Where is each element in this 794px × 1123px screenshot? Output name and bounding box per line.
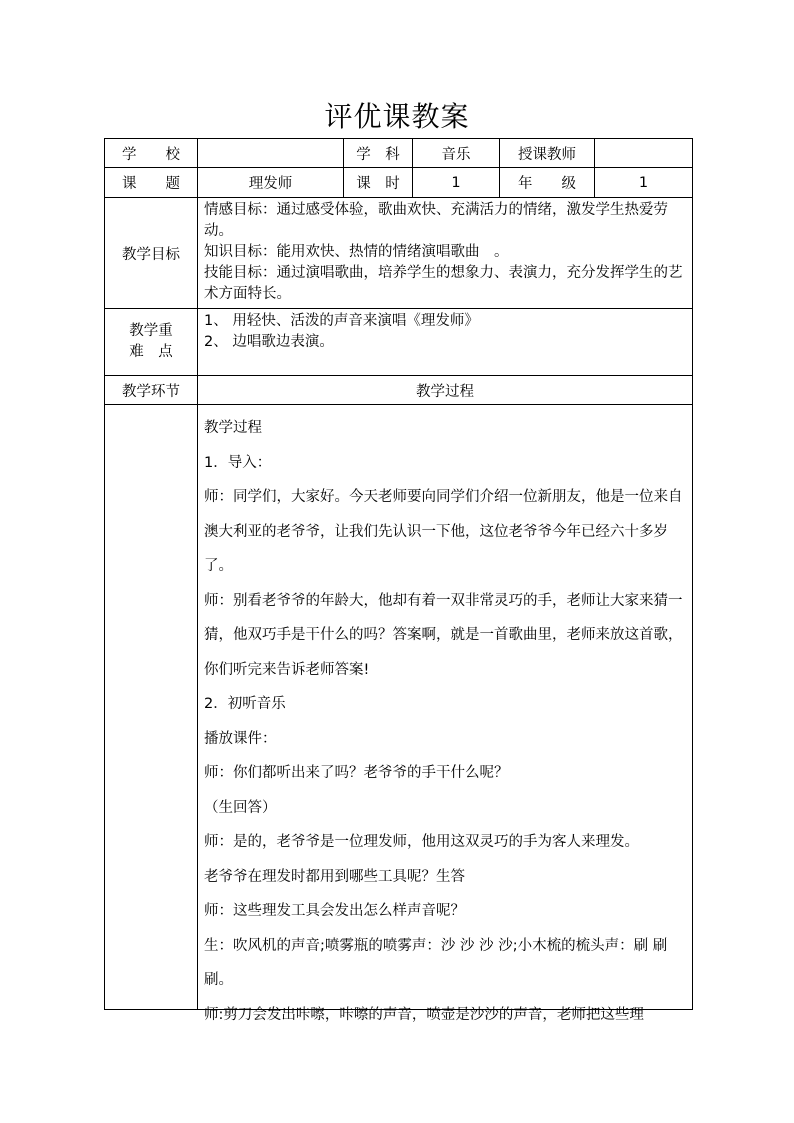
teacher-value: [595, 139, 693, 168]
lesson-plan-table: [104, 138, 693, 1023]
key-points-content: [198, 309, 693, 376]
row-key-points: [105, 309, 693, 376]
row-goals: [105, 198, 693, 309]
process-paragraph: 老爷爷在理发时都用到哪些工具呢？生答: [204, 868, 465, 885]
process-paragraph: 播放课件：: [204, 730, 277, 747]
grade-value: 1: [595, 168, 693, 198]
topic-value: 理发师: [198, 168, 344, 198]
subject-value: 音乐: [413, 139, 500, 168]
school-label: 学 校: [105, 139, 198, 168]
teacher-label: 授课教师: [500, 139, 595, 168]
process-paragraph: 师：同学们，大家好。今天老师要向同学们介绍一位新朋友，他是一位来自澳大利亚的老爷爷，让我们先认识一下他，这位老爷爷今年已经六十多岁了。: [204, 489, 683, 574]
row-school: [105, 139, 693, 168]
key-points-label: [105, 309, 198, 376]
process-paragraph: 生：吹风机的声音;喷雾瓶的喷雾声：沙 沙 沙 沙;小木梳的梳头声：刷 刷刷。: [204, 937, 668, 988]
period-label: 课 时: [344, 168, 413, 198]
process-paragraph: 师:剪刀会发出咔嚓，咔嚓的声音，喷壶是沙沙的声音，老师把这些理: [204, 1006, 644, 1023]
process-content: [198, 405, 693, 1023]
key-points-label-line2: 难 点: [129, 344, 173, 360]
school-value: [198, 139, 344, 168]
key-point-1: 1、 用轻快、活泼的声音来演唱《理发师》: [204, 313, 479, 329]
goals-label: 教学目标: [105, 198, 198, 309]
goals-content: [198, 198, 693, 309]
section-process-header: 教学过程: [198, 376, 693, 405]
key-points-label-line1: 教学重: [129, 323, 173, 339]
row-topic: [105, 168, 693, 198]
process-paragraph: 1．导入：: [204, 454, 272, 471]
process-paragraph: 师：你们都听出来了吗？老爷爷的手干什么呢？: [204, 765, 509, 781]
grade-label: 年 级: [500, 168, 595, 198]
row-section-header: [105, 376, 693, 405]
topic-label: 课 题: [105, 168, 198, 198]
goal-knowledge: 知识目标：能用欢快、热情的情绪演唱歌曲 。: [204, 244, 509, 260]
section-step-header: 教学环节: [105, 376, 198, 405]
goal-skill: 技能目标：通过演唱歌曲，培养学生的想象力、表演力，充分发挥学生的艺术方面特长。: [204, 265, 683, 302]
process-paragraph: 师：这些理发工具会发出怎么样声音呢？: [204, 903, 465, 919]
period-value: 1: [413, 168, 500, 198]
process-paragraph: 师：是的，老爷爷是一位理发师，他用这双灵巧的手为客人来理发。: [204, 834, 639, 850]
process-paragraph: （生回答）: [204, 799, 277, 816]
row-process: [105, 405, 693, 1010]
subject-label: 学 科: [344, 139, 413, 168]
process-step-cell: [105, 405, 198, 1010]
process-paragraph: 2．初听音乐: [204, 696, 286, 712]
process-paragraph: 师：别看老爷爷的年龄大，他却有着一双非常灵巧的手，老师让大家来猜一猜，他双巧手是干什么的吗？答案啊，就是一首歌曲里，老师来放这首歌，你们听完来告诉老师答案!: [204, 592, 683, 678]
key-point-2: 2、 边唱歌边表演。: [204, 334, 334, 350]
goal-emotion: 情感目标：通过感受体验，歌曲欢快、充满活力的情绪，激发学生热爱劳动。: [204, 202, 668, 239]
page-title: 评优课教案: [324, 100, 470, 133]
process-heading: 教学过程: [204, 420, 262, 436]
